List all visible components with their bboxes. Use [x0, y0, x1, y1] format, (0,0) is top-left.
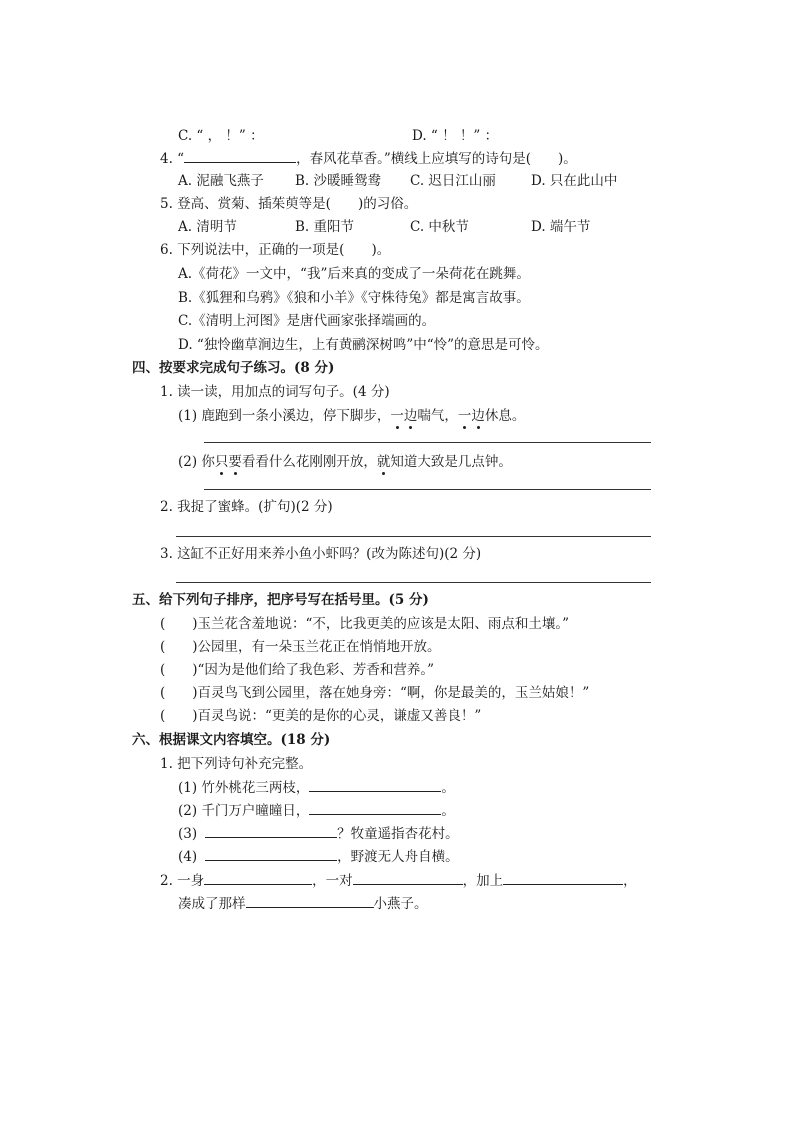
s6-q2-blank-3[interactable] [503, 870, 623, 885]
dotted-word-jiu: 就 [376, 454, 391, 470]
s6-q2-blank-1[interactable] [204, 870, 312, 885]
q5-option-c: C. 中秋节 [410, 219, 469, 235]
q4-option-a: A. 泥融飞燕子 [178, 173, 264, 189]
q6-option-c: C.《清明上河图》是唐代画家张择端画的。 [178, 313, 436, 329]
q5-option-d: D. 端午节 [531, 219, 591, 235]
dotted-word-yibian-2: 一边 [457, 408, 485, 424]
section6-title: 六、根据课文内容填空。(18 分) [132, 732, 331, 748]
s5-item-1[interactable]: ( )玉兰花含羞地说：“不，比我更美的应该是太阳、雨点和土壤。” [160, 616, 570, 632]
s4-q1-2-post: 知道大致是几点钟。 [390, 454, 512, 470]
s4-q2: 2. 我捉了蜜蜂。(扩句)(2 分) [160, 499, 333, 515]
s5-item-2[interactable]: ( )公园里，有一朵玉兰花正在悄悄地开放。 [160, 639, 441, 655]
s6-q2-blank-2[interactable] [353, 870, 463, 885]
s5-item-5[interactable]: ( )百灵鸟说：“更美的是你的心灵，谦虚又善良！” [160, 708, 482, 724]
q3-option-d: D. “ ！ ！” ： [412, 128, 499, 144]
answer-line-s4-q1-1[interactable] [204, 442, 651, 443]
s4-q1-sentence2 [178, 452, 512, 472]
s6-q2-c: ，加上 [462, 873, 504, 889]
s6-q2-line2 [178, 893, 428, 914]
s4-q1-2-mid: 看看什么花刚刚开放， [241, 454, 377, 470]
s6-q2-f: 小燕子。 [373, 896, 428, 912]
s6-p1-pre: (1) 竹外桃花三两枝， [178, 780, 310, 796]
s6-p2-post: 。 [441, 803, 455, 819]
s6-q2-d: ， [623, 873, 637, 889]
q5-stem: 5. 登高、赏菊、插茱萸等是( )的习俗。 [160, 196, 418, 212]
s6-q2-e: 凑成了那样 [178, 896, 246, 912]
s6-p4-pre: (4) [178, 849, 198, 865]
s6-q2-blank-4[interactable] [246, 893, 374, 908]
s6-p3-pre: (3) [178, 826, 198, 842]
q4-option-c: C. 迟日江山丽 [410, 173, 496, 189]
section5-title: 五、给下列句子排序，把序号写在括号里。(5 分) [132, 592, 429, 608]
dotted-word-yibian-1: 一边 [390, 408, 418, 424]
dotted-word-zhiyao: 只要 [214, 454, 242, 470]
s5-item-4[interactable]: ( )百灵鸟飞到公园里，落在她身旁：“啊，你是最美的，玉兰姑娘！” [160, 685, 590, 701]
s4-q1-1-post: 休息。 [484, 408, 526, 424]
s6-p1-post: 。 [441, 780, 455, 796]
q4-option-d: D. 只在此山中 [531, 173, 618, 189]
s6-q1-stem: 1. 把下列诗句补充完整。 [160, 756, 313, 772]
q4-options [178, 171, 617, 191]
answer-line-s4-q1-2[interactable] [204, 489, 651, 490]
answer-line-s4-q2[interactable] [176, 536, 651, 537]
q4-stem-prefix: 4. “ [160, 151, 185, 167]
q6-option-d: D. “独怜幽草涧边生，上有黄鹂深树鸣”中“怜”的意思是可怜。 [178, 337, 549, 353]
q6-option-a: A.《荷花》一文中，“我”后来真的变成了一朵荷花在跳舞。 [178, 266, 530, 282]
q4-stem [160, 148, 577, 169]
q3-option-c: C. “ ， ！” ： [178, 128, 264, 144]
q4-answer-blank[interactable] [184, 148, 296, 163]
s6-poem-2 [178, 800, 455, 821]
s6-p4-blank[interactable] [205, 846, 337, 861]
s5-item-3[interactable]: ( )“因为是他们给了我色彩、芳香和营养。” [160, 662, 435, 678]
s6-poem-1 [178, 777, 455, 798]
s6-q2-a: 2. 一身 [160, 873, 205, 889]
s6-poem-4 [178, 846, 459, 867]
s4-q1-stem: 1. 读一读，用加点的词写句子。(4 分) [160, 384, 390, 400]
s4-q1-sentence1 [178, 406, 525, 426]
s6-p3-blank[interactable] [205, 823, 337, 838]
s6-q2-line1 [160, 870, 637, 891]
s6-p2-blank[interactable] [309, 800, 441, 815]
s6-p3-post: ？牧童遥指杏花村。 [337, 826, 459, 842]
q5-options [178, 217, 590, 237]
s6-poem-3 [178, 823, 459, 844]
s4-q1-1-pre: (1) 鹿跑到一条小溪边，停下脚步， [178, 408, 391, 424]
q5-option-a: A. 清明节 [178, 219, 237, 235]
section4-title: 四、按要求完成句子练习。(8 分) [132, 360, 335, 376]
q6-option-b: B.《狐狸和乌鸦》《狼和小羊》《守株待兔》都是寓言故事。 [178, 290, 530, 306]
q6-stem: 6. 下列说法中，正确的一项是( )。 [160, 242, 391, 258]
q4-option-b: B. 沙暖睡鸳鸯 [295, 173, 382, 189]
s4-q1-2-pre: (2) 你 [178, 454, 215, 470]
answer-line-s4-q3[interactable] [176, 582, 651, 583]
s6-q2-b: ，一对 [312, 873, 353, 889]
s4-q1-1-mid: 喘气， [417, 408, 458, 424]
q4-stem-suffix: ，春风花草香。”横线上应填写的诗句是( )。 [296, 151, 577, 167]
q5-option-b: B. 重阳节 [295, 219, 355, 235]
s6-p2-pre: (2) 千门万户曈曈日， [178, 803, 310, 819]
s6-p4-post: ，野渡无人舟自横。 [337, 849, 459, 865]
s6-p1-blank[interactable] [309, 777, 441, 792]
s4-q3: 3. 这缸不正好用来养小鱼小虾吗？(改为陈述句)(2 分) [160, 546, 482, 562]
